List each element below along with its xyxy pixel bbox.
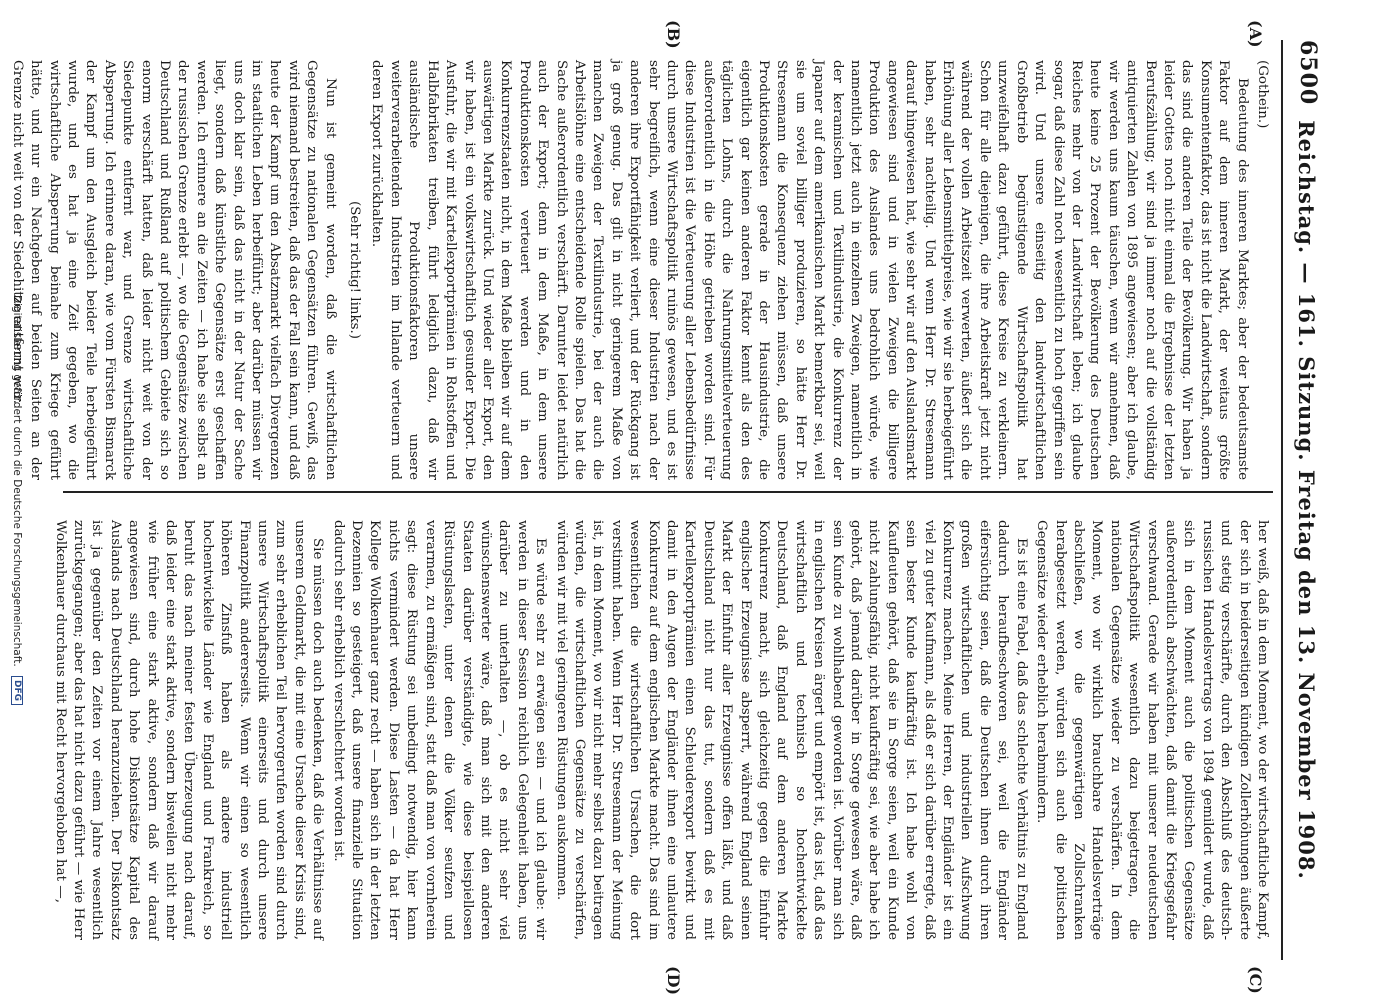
credit-text: Digitalisierung gefördert durch die Deutsche Forschungsgemeinschaft. [11, 294, 23, 667]
page-header [1285, 40, 1325, 960]
speaker-name: (Gothein.) [1255, 60, 1270, 129]
left-paragraph-2: Nun ist gemeint worden, daß die wirtschaftlichen Gegensätze zu nationalen Gegensätzen führen. Gewiß, das wird niemand bestreiten, daß das der Fall sein kann, und daß heute der Kampf um den Absatzmarkt vielfach Divergenzen im staatlichen Leben herbeiführt; aber darüber müssen wir uns doch klar sein, daß das nicht in der Natur der Sache liegt, sondern daß künstliche Gegensätze erst geschaffen werden. Ich erinnere an die Zeiten — ich habe sie selbst an der russischen Grenze erlebt —, wo die Gegensätze zwischen Deutschland und Rußland auf politischem Gebiete sich so enorm verschärft hatten, daß leider nicht weit von der Siedepunkte entfernt war, und Grenze wirtschaftliche Absperrung. Ich erinnere daran, wie vom Fürsten Bismarck der Kampf um den Ausgleich beider Teile herbeigeführt wurde, und es hat ja eine Zeit gegeben, wo die wirtschaftliche Absperrung beinahe zum Kriege geführt hätte, und nur ein Nachgeben auf beiden Seiten an der Grenze nicht weit von der Siedehitze entfernt war. [9, 60, 338, 480]
header-rule [1281, 40, 1283, 960]
right-text-column [52, 520, 1271, 940]
margin-letter-c: (C) [1246, 966, 1265, 994]
column-divider [63, 491, 1273, 493]
right-paragraph-1: her weiß, daß in dem Moment, wo der wirtschaftliche Kampf, der sich in beiderseitigen kündigen Zollerhöhungen äußerte und stetig verschärfte, durch den Abschluß des deutsch-russischen Handelsvertrags von 1894 gemildert wurde, daß sich in dem Moment auch die politischen Gegensätze außerordentlich abschwächten, daß damit die Kriegsgefahr verschwand. Gerade wir haben mit unserer neudeutschen Wirtschaftspolitik wesentlich dazu beigetragen, die nationalen Gegensätze wieder zu verschärfen. In dem Moment, wo wir wirklich brauchbare Handelsverträge abschließen, wo die gegenwärtigen Zollschranken herabgesetzt werden, würden sich auch die politischen Gegensätze wieder erheblich herabmindern. [1034, 520, 1270, 940]
digitization-credit [11, 0, 23, 1000]
right-paragraph-3: Es würde sehr zu erwägen sein — und ich glaube: wir werden in dieser Session reichlich Gelegenheit haben, uns darüber zu unterhalten —, ob es nicht sehr viel wünschenswerter wäre, daß man sich mit den anderen Staaten darüber verständigte, wie diese beispiellosen Rüstungslasten, unter denen die Völker seufzen und verarmen, zu ermäßigen sind, statt daß man von vornherein sagt: diese Rüstung sei unbedingt notwendig, hier kann nichts vermindert werden. Diese Lasten — da hat Herr Kollege Wolkenhauer ganz recht — haben sich in der letzten Dezennien so gesteigert, daß unsere finanzielle Situation dadurch sehr erheblich verschlechtert worden ist. [330, 520, 549, 940]
right-paragraph-2: Es ist eine Fabel, daß das schlechte Verhältnis zu England dadurch heraufbeschworen sei, weil die Engländer eifersüchtig seien, daß die Deutschen ihnen durch ihren großen wirtschaftlichen und industriellen Aufschwung Konkurrenz machen. Meine Herren, der Engländer ist ein viel zu guter Kaufmann, als daß er sich darüber erregte, daß sein bester Kunde kaufkräftig ist. Ich habe wohl von Kaufleuten gehört, daß sie in Sorge seien, weil ein Kunde nicht zahlungsfähig, nicht kaufkräftig sei, wie aber habe ich gehört, daß jemand darüber in Sorge gewesen wäre, daß sein Kunde zu wohlhabend geworden ist. Vorüber man sich in englischen Kreisen ärgert und empört ist, das ist, daß das wirtschaftlich und technisch so hochentwickelte Deutschland, daß England auf dem anderen Markte Konkurrenz macht, sich gleichzeitig gegen die Einfuhr englischer Erzeugnisse absperrt, während England seinen Markt der Einfuhr aller Erzeugnisse offen läßt, und daß Deutschland nicht nur das tut, sondern daß es mit Kartellexportprämien einen Schleuderexport bewirkt und damit in den Augen der Engländer ihnen eine unlautere Konkurrenz auf dem englischen Markte macht. Das sind im wesentlichen die wirtschaftlichen Ursachen, die dort verstimmt haben. Wenn Herr Dr. Stresemann der Meinung ist, in dem Moment, wo wir nicht mehr selbst dazu beitragen würden, die wirtschaftlichen Gegensätze zu verschärfen, würden wir mit viel geringeren Rüstungen auskommen. [553, 520, 1029, 940]
margin-letter-b: (B) [664, 20, 683, 49]
interjection: (Sehr richtig! links.) [347, 201, 363, 339]
left-paragraph-1: Bedeutung des inneren Marktes; aber der bedeutsamste Faktor auf dem inneren Markt, der weitaus größte Konsumentenfaktor, das ist nicht die Landwirtschaft, sondern das sind die anderen Teile der Bevölkerung. Wir haben ja leider Gottes noch nicht einmal die Ergebnisse der letzten Berufszählung; wir sind ja immer noch auf die vollständig antiquierten Zahlen von 1895 angewiesen; aber ich glaube, wir werden uns kaum täuschen, wenn wir annehmen, daß heute keine 25 Prozent der Bevölkerung des Deutschen Reiches mehr von der Landwirtschaft leben; ich glaube sogar, daß diese Zahl noch wesentlich zu hoch gegriffen sein wird. Und unsere einseitig den landwirtschaftlichen Großbetrieb begünstigende Wirtschaftspolitik hat unzweifelhaft dazu geführt, diese Kreise zu verkleinern. Schon für alle diejenigen, die ihre Arbeitskraft jetzt nicht während der vollen Arbeitszeit verwerten, äußert sich die Erhöhung aller Lebensmittelpreise, wie wir sie herbeigeführt haben, sehr nachteilig. Und wenn Herr Dr. Stresemann darauf hingewiesen hat, wie sehr wir auf den Auslandsmarkt angewiesen sind und in vielen Zweigen die billigere Produktion des Auslandes uns bedrohlich würde, wie namentlich jetzt auch in einzelnen Zweigen, namentlich in der keramischen und Textilindustrie, die Konkurrenz der Japaner auf dem amerikanischen Markt bemerkbar sei, weil sie um soviel billiger produzieren, so hätte Herr Dr. Stresemann die Konsequenz ziehen müssen, daß unsere Produktionskosten gerade in der Hausindustrie, die eigentlich gar keinen anderen Faktor kennt als den des täglichen Lohns, durch die Nahrungsmittelverteuerung außerordentlich in die Höhe getrieben worden sind. Für diese Industrien ist die Verteuerung aller Lebensbedürfnisse durch unsere Wirtschaftspolitik ruinös gewesen, und es ist sehr begreiflich, wenn eine dieser Industrien nach der anderen ihre Exportfähigkeit verliert, und der Rückgang ist ja groß genug. Das gilt in nicht geringerem Maße von manchen Zweigen der Textilindustrie, bei der auch die Arbeitslöhne eine entscheidende Rolle spielen. Das hat die Sache außerordentlich verschärft. Darunter leidet natürlich auch der Export; denn in dem Maße, in dem unsere Produktionskosten verteuert werden und in den Konkurrenzstaaten nicht, in dem Maße bleiben wir auf dem auswärtigen Markte zurück. Und wieder aller Export, den wir haben, ist ein volkswirtschaftlich gesunder Export. Die Ausfuhr, die wir mit Kartellexportprämien in Rohstoffen und Halbfabrikaten treiben, führt lediglich dazu, daß wir ausländische Produktionsfaktoren unsere weiterverarbeitenden Industrien im Inlande verteuern und deren Export zurückhalten. [369, 60, 1250, 480]
left-text-column [9, 60, 1271, 480]
dfg-logo: DFG [11, 676, 23, 705]
margin-letter-d: (D) [664, 966, 683, 996]
running-title: Reichstag. — 161. Sitzung. Freitag den 13. November 1908. [1294, 120, 1319, 880]
right-paragraph-4: Sie müssen doch auch bedenken, daß die Verhältnisse auf unserem Geldmarkt, die mit eine Ursache dieser Krisis sind, zum sehr erheblichen Teil hervorgerufen worden sind durch unsere Wirtschaftspolitik einerseits und durch unsere Finanzpolitik andererseits. Wenn wir einen so wesentlich höheren Zinsfuß haben als andere industriell hochentwickelte Länder wie England und Frankreich, so beruht das nach meiner festen Überzeugung nach darauf, daß leider eine stark aktive, sondern bisweilen nicht mehr wie früher eine stark aktive, sondern daß wir darauf angewiesen sind, durch hohe Diskontsätze Kapital des Auslands nach Deutschland heranzuziehen. Der Diskontsatz ist ja gegenüber den Zeiten vor einem Jahre wesentlich zurückgegangen; aber das hat nicht dazu geführt — wie Herr Wolkenhauer durchaus mit Recht hervorgehoben hat —, [52, 520, 326, 940]
page-number: 6500 [1295, 40, 1321, 106]
margin-letter-a: (A) [1246, 20, 1265, 48]
